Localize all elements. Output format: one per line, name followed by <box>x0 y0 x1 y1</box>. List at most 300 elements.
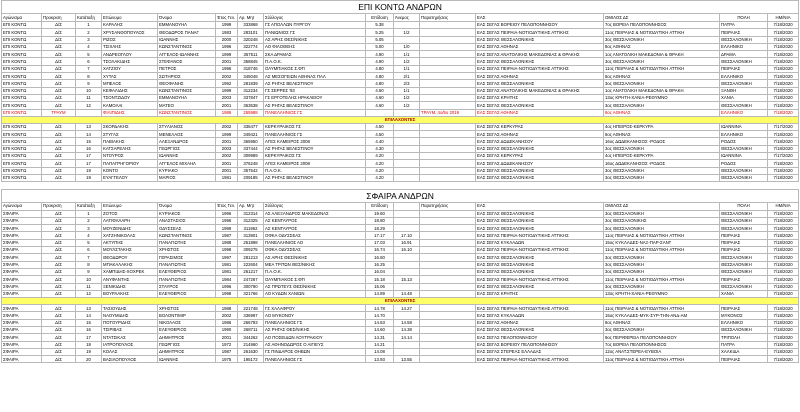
table-cell: ΑΝΔΡΕΟΓΛΟΥ <box>102 51 158 58</box>
table-row <box>2 167 799 174</box>
table-cell: 214960 <box>238 341 264 348</box>
table-cell <box>420 123 476 130</box>
table-cell: 5.38 <box>366 22 394 29</box>
table-cell: 2003 <box>216 94 238 101</box>
table-cell: ΤΑΣΙΟΥΔΗΣ <box>102 305 158 312</box>
table-cell: 1/2 <box>394 58 420 65</box>
table-cell: ΠΑΝΑΓΙΩΤΗΣ <box>158 261 216 268</box>
table-cell <box>420 232 476 239</box>
table-cell: ΤΣΙΡΙΒΑΣ <box>102 326 158 333</box>
table-cell: ΕΑΣ ΣΕΓΑΣ ΚΡΗΤΗΣ <box>476 290 604 297</box>
table-cell: ΕΑΣ ΣΕΓΑΣ ΚΕΡΚΥΡΑΣ <box>476 123 604 130</box>
table-cell: ΘΕΣΣΑΛΟΝΙΚΗ <box>720 225 768 232</box>
table-cell: ΕΠΙ ΚΟΝΤΩ <box>2 73 42 80</box>
table-cell: ΕΛΛΗΝΙΚΟ <box>720 109 768 116</box>
table-row <box>2 36 799 43</box>
table-cell: 1996 <box>216 210 238 217</box>
table-cell: 8ος ΑΘΗΝΑΣ <box>604 43 720 50</box>
table-cell: 7/18/2020 <box>768 276 799 283</box>
table-cell: ΠΑΠΑΓΡΗΓΟΡΙΟΥ <box>102 160 158 167</box>
table-row <box>2 268 799 275</box>
table-cell: 13.55 <box>394 356 420 363</box>
table-row <box>2 254 799 261</box>
table-cell: 15 <box>76 138 102 145</box>
table-cell: ΞΕΝΙΚΙΔΗΣ <box>102 283 158 290</box>
table-cell: 11ος ΠΕΙΡΑΙΑΣ & ΝΟΤΙΟΔΥΤΙΚΗ ΑΤΤΙΚΗ <box>604 247 720 254</box>
table-cell <box>420 268 476 275</box>
table-cell: 1999 <box>216 51 238 58</box>
table-cell: 7/18/2020 <box>768 356 799 363</box>
table-cell: 16.91 <box>394 239 420 246</box>
table-cell: 1ος ΑΝΑΤΟΛΙΚΗ ΜΑΚΕΔΟΝΙΑ & ΘΡΑΚΗ <box>604 87 720 94</box>
table-cell: 16.50 <box>366 254 394 261</box>
table-cell: 318746 <box>238 65 264 72</box>
table-cell: ΠΕΙΡΑΙΑΣ <box>720 65 768 72</box>
table-row <box>2 87 799 94</box>
table-cell <box>420 22 476 29</box>
table-cell: ΕΠΙ ΚΟΝΤΩ <box>2 43 42 50</box>
table-cell: ΡΙΖΟΣ <box>102 36 158 43</box>
table-cell: ΣΦΑΙΡΑ <box>2 312 42 319</box>
table-row <box>2 348 799 355</box>
table-cell: 281213 <box>238 254 264 261</box>
table-cell: 3 <box>76 225 102 232</box>
table-cell: ΕΑΣ ΣΕΓΑΣ ΠΕΙΡΑΙΑ-ΝΟΤΙΟΔΥΤΙΚΗΣ ΑΤΤΙΚΗΣ <box>476 65 604 72</box>
table-cell: ΕΑΣ ΣΕΓΑΣ ΚΕΡΚΥΡΑΣ <box>476 153 604 160</box>
table-cell: ΕΑΣ ΣΕΓΑΣ ΘΕΣΣΑΛΟΝΙΚΗΣ <box>476 36 604 43</box>
table-cell: ΧΑΝΙΑ <box>720 94 768 101</box>
table-cell: ΠΑΤΡΑ <box>720 341 768 348</box>
table-cell: ΚΕΡΚΥΡΑΙΚΟΣ ΓΣ <box>264 153 366 160</box>
table-cell: Δ/Σ <box>42 348 76 355</box>
table-cell: 14.27 <box>394 305 420 312</box>
table-cell: Δ/Σ <box>42 29 76 36</box>
table-cell: ΑΓΕΣ ΚΑΜΕΙΡΟΣ 2008 <box>264 138 366 145</box>
column-header: Παρατηρήσεις <box>420 202 476 210</box>
table-cell: 3ος ΘΕΣΣΑΛΟΝΙΚΗ <box>604 326 720 333</box>
table-cell: 2002 <box>216 123 238 130</box>
table-cell: 4.90 <box>366 51 394 58</box>
column-header: Όνομα <box>158 202 216 210</box>
table-cell: 309275 <box>238 247 264 254</box>
spacer <box>2 182 799 189</box>
column-header: ΗΜ/ΝΙΑ <box>768 202 799 210</box>
table-cell: ΑΚΤΥΠΗΣ <box>102 239 158 246</box>
table-cell <box>420 305 476 312</box>
table-cell: 1/0 <box>394 43 420 50</box>
table-cell <box>420 87 476 94</box>
table-cell: ΠΑΒΙΑΚΗΣ <box>102 138 158 145</box>
table-cell <box>420 94 476 101</box>
table-cell: 1ος ΑΝΑΤΟΛΙΚΗ ΜΑΚΕΔΟΝΙΑ & ΘΡΑΚΗ <box>604 51 720 58</box>
table-cell <box>394 22 420 29</box>
table-cell: ΕΑΣ ΣΕΓΑΣ ΑΘΗΝΑΣ <box>476 319 604 326</box>
table-cell: ΕΑΣ ΣΕΓΑΣ ΑΝΑΤΟΛΙΚΗΣ ΜΑΚΕΔΟΝΙΑΣ & ΘΡΑΚΗΣ <box>476 87 604 94</box>
column-header: Προκριση <box>42 14 76 22</box>
table-row <box>2 123 799 130</box>
table-cell: Δ/Σ <box>42 254 76 261</box>
table-cell: ΣΦΑΙΡΑ <box>2 261 42 268</box>
column-header: Σύλλογος <box>264 202 366 210</box>
table-cell: ΘΕΣΣΑΛΟΝΙΚΗ <box>720 254 768 261</box>
table-cell: ΕΑΣ ΣΕΓΑΣ ΒΟΡΕΙΟΥ ΠΕΛΟΠΟΝΝΗΣΟΥ <box>476 341 604 348</box>
table-cell: ΑΣ ΚΕΝΤΑΥΡΟΣ <box>264 225 366 232</box>
table-cell <box>394 123 420 130</box>
column-header: Αγώνισμα <box>2 202 42 210</box>
table-cell: 1/1 <box>394 87 420 94</box>
table-cell: 3ος ΘΕΣΣΑΛΟΝΙΚΗ <box>604 268 720 275</box>
table-row <box>2 276 799 283</box>
table-cell: 209185 <box>238 174 264 181</box>
table-cell: ΠΑΝΙΩΝΙΟΣ ΓΣ <box>264 29 366 36</box>
table-cell: ΑΝΥΦΑΝΤΗΣ <box>102 276 158 283</box>
table-cell: 7/18/2020 <box>768 290 799 297</box>
table-cell: 15.13 <box>394 276 420 283</box>
table-cell: 7/18/2020 <box>768 36 799 43</box>
table-cell: Δ/Σ <box>42 268 76 275</box>
table-cell <box>420 153 476 160</box>
table-cell: ΜΟΥΖΕΝΙΔΗΣ <box>102 225 158 232</box>
table-cell: 1981 <box>216 268 238 275</box>
table-cell: 14.21 <box>366 341 394 348</box>
table-cell: ΑΟ ΚΥΔΩΝ ΧΑΝΙΩΝ <box>264 290 366 297</box>
table-cell: 1/1 <box>394 51 420 58</box>
table-cell: Π.Α.Ο.Κ. <box>264 167 366 174</box>
table-cell: 4.20 <box>366 160 394 167</box>
table-cell: ΕΑΣ ΣΕΓΑΣ ΘΕΣΣΑΛΟΝΙΚΗΣ <box>476 58 604 65</box>
table-cell: 1992 <box>216 80 238 87</box>
table-cell: 7/18/2020 <box>768 283 799 290</box>
table-cell: Δ/Σ <box>42 145 76 152</box>
table-cell: 14.14 <box>394 334 420 341</box>
table-cell: ΕΠΙ ΚΟΝΤΩ <box>2 145 42 152</box>
column-header: ΗΜ/ΝΙΑ <box>768 14 799 22</box>
table-cell: ΜΕΑ ΤΡΙΤΩΝ ΘΕΣ/ΝΙΚΗΣ <box>264 261 366 268</box>
table-cell: 7/18/2020 <box>768 51 799 58</box>
table-cell <box>420 261 476 268</box>
table-cell: 7/18/2020 <box>768 43 799 50</box>
table-row <box>2 29 799 36</box>
table-cell <box>394 174 420 181</box>
table-cell: 300790 <box>238 283 264 290</box>
table-cell: 7/18/2020 <box>768 348 799 355</box>
table-cell: ΠΑΝΕΛΛΗΝΙΟΣ ΓΣ <box>264 319 366 326</box>
column-header: ΟΜΙΛΟΣ ΔΣ <box>604 202 720 210</box>
table-cell: 14.70 <box>366 312 394 319</box>
table-cell: Δ/Σ <box>42 174 76 181</box>
table-cell: 4.80 <box>366 73 394 80</box>
table-cell: Δ/Σ <box>42 36 76 43</box>
table-cell: 1990 <box>216 326 238 333</box>
table-cell: 7/18/2020 <box>768 334 799 341</box>
table-cell: ΣΚΟΡΔΑΚΗΣ <box>102 123 158 130</box>
table-cell: 261630 <box>238 348 264 355</box>
table-cell: 266793 <box>238 319 264 326</box>
table-cell: Δ/Σ <box>42 326 76 333</box>
table-cell: 5 <box>76 51 102 58</box>
table-cell: 337444 <box>238 145 264 152</box>
table-cell: ΕΠΙ ΚΟΝΤΩ <box>2 123 42 130</box>
table-cell: ΑΣ ΑΡΗΣ ΘΕΣ/ΝΙΚΗΣ <box>264 254 366 261</box>
table-cell: ΖΟΤΟΣ <box>102 210 158 217</box>
table-cell: ΕΠΙ ΚΟΝΤΩ <box>2 109 42 116</box>
table-cell <box>394 145 420 152</box>
shot-put-title-row <box>2 189 799 202</box>
table-cell: 4.40 <box>366 138 394 145</box>
table-cell: ΙΩΑΝΝΗΣ <box>158 36 216 43</box>
table-cell: 3ος ΘΕΣΣΑΛΟΝΙΚΗ <box>604 80 720 87</box>
table-cell: 16.74 <box>366 247 394 254</box>
table-cell: ΕΑΣ ΣΕΓΑΣ ΑΘΗΝΑΣ <box>476 131 604 138</box>
table-cell: ΜΥΚΟΝΟΣ <box>720 312 768 319</box>
column-header-row <box>2 14 799 22</box>
table-cell: ΕΑΣ ΣΕΓΑΣ ΔΩΔΕΚΑΝΗΣΟΥ <box>476 160 604 167</box>
table-cell: ΝΙΚΟΛΑΟΣ <box>158 319 216 326</box>
table-cell: 7/18/2020 <box>768 109 799 116</box>
table-cell: 2 <box>76 29 102 36</box>
table-cell: 13.93 <box>366 356 394 363</box>
table-cell: ΓΣ ΕΡΓΟΤΕΛΗΣ ΗΡΑΚΛΕΙΟΥ <box>264 94 366 101</box>
table-cell: 11ος ΠΕΙΡΑΙΑΣ & ΝΟΤΙΟΔΥΤΙΚΗ ΑΤΤΙΚΗ <box>604 232 720 239</box>
table-cell: 1987 <box>216 232 238 239</box>
table-cell: ΘΕΣΣΑΛΟΝΙΚΗ <box>720 174 768 181</box>
column-header: Σύλλογος <box>264 14 366 22</box>
table-cell: ΘΕΣΣΑΛΟΝΙΚΗ <box>720 261 768 268</box>
table-cell: ΑΣ ΜΕΣΟΓΕΙΩΝ ΑΘΗΝΑΣ ΠΑΛ <box>264 73 366 80</box>
table-cell: Δ/Σ <box>42 290 76 297</box>
table-cell: 268711 <box>238 326 264 333</box>
table-cell <box>420 160 476 167</box>
table-cell: Δ/Σ <box>42 51 76 58</box>
table-cell: 11ος ΠΕΙΡΑΙΑΣ & ΝΟΤΙΟΔΥΤΙΚΗ ΑΤΤΙΚΗ <box>604 65 720 72</box>
table-cell: ΣΦΑΙΡΑ <box>2 334 42 341</box>
table-cell: ΘΕΣΣΑΛΟΝΙΚΗ <box>720 80 768 87</box>
table-cell: ΞΑΝΘΗ <box>720 87 768 94</box>
table-cell: 9 <box>76 268 102 275</box>
table-cell: 14.31 <box>366 334 394 341</box>
table-cell: 7/18/2020 <box>768 210 799 217</box>
table-cell: ΚΟΝΤΟ <box>102 167 158 174</box>
table-cell: Δ/Σ <box>42 65 76 72</box>
table-cell: 251898 <box>238 239 264 246</box>
table-cell: Δ/Σ <box>42 73 76 80</box>
table-cell: ΘΕΣΣΑΛΟΝΙΚΗ <box>720 102 768 109</box>
table-cell <box>394 268 420 275</box>
column-header: ΟΜΙΛΟΣ ΔΣ <box>604 14 720 22</box>
table-cell: 8ος ΑΘΗΝΑΣ <box>604 319 720 326</box>
table-cell: ΙΑΤΡΟΠΟΥΛΟΣ <box>102 341 158 348</box>
table-cell: 7/18/2020 <box>768 131 799 138</box>
table-cell: ΚΟΛΑΣ <box>102 348 158 355</box>
table-row <box>2 160 799 167</box>
table-cell: 14.89 <box>366 290 394 297</box>
table-cell: 11ος ΠΕΙΡΑΙΑΣ & ΝΟΤΙΟΔΥΤΙΚΗ ΑΤΤΙΚΗ <box>604 29 720 36</box>
table-cell: ΦΙΛΙΠΙΔΗΣ <box>102 109 158 116</box>
table-cell: 7/18/2020 <box>768 217 799 224</box>
table-cell: 333868 <box>238 22 264 29</box>
table-cell: 4ος ΗΠΕΙΡΟΣ-ΚΕΡΚΥΡΑ <box>604 123 720 130</box>
table-cell <box>420 239 476 246</box>
table-cell: ΠΑΤΡΑ <box>720 22 768 29</box>
table-cell: 344262 <box>238 334 264 341</box>
table-cell: 1987 <box>216 348 238 355</box>
table-cell: 4.20 <box>366 174 394 181</box>
table-cell: ΕΛΛΗΝΙΚΟ <box>720 73 768 80</box>
column-header: Αγώνισμα <box>2 14 42 22</box>
column-header: ΕΑΣ <box>476 14 604 22</box>
table-cell: ΣΦΑΙΡΑ <box>2 232 42 239</box>
table-cell: 3ος ΘΕΣΣΑΛΟΝΙΚΗ <box>604 283 720 290</box>
table-cell <box>394 160 420 167</box>
table-cell: 1986 <box>216 109 238 116</box>
table-row <box>2 356 799 363</box>
table-cell <box>394 254 420 261</box>
table-cell: ΧΡΗΣΤΟΣ <box>158 247 216 254</box>
table-cell: 376248 <box>238 160 264 167</box>
table-cell: ΚΩΝΣΤΑΝΤΙΝΟΣ <box>158 109 216 116</box>
table-cell: 2001 <box>216 167 238 174</box>
table-row <box>2 174 799 181</box>
table-cell: 1/1 <box>394 65 420 72</box>
table-cell: 16ος ΔΩΔΕΚΑΝΗΣΟΣ -ΡΟΔΟΣ <box>604 160 720 167</box>
table-row <box>2 22 799 29</box>
table-cell: ΕΑΣ ΣΕΓΑΣ ΘΕΣΣΑΛΟΝΙΚΗΣ <box>476 254 604 261</box>
table-cell: ΚΕΦΑΛΙΔΗΣ <box>102 87 158 94</box>
table-cell: ΕΑΣ ΣΕΓΑΣ ΘΕΣΣΑΛΟΝΙΚΗΣ <box>476 326 604 333</box>
table-cell: ΠΕΤΡΟΣ <box>158 65 216 72</box>
table-cell: ΣΚΑ ΔΡΑΜΑΣ <box>264 51 366 58</box>
table-row <box>2 341 799 348</box>
table-cell: 5.05 <box>366 36 394 43</box>
table-cell <box>420 167 476 174</box>
table-cell: 14.08 <box>366 348 394 355</box>
table-row <box>2 80 799 87</box>
table-cell: ΚΑΤΣΑΡΕΛΗΣ <box>102 145 158 152</box>
table-row <box>2 225 799 232</box>
table-cell <box>394 217 420 224</box>
table-cell: 15.18 <box>366 276 394 283</box>
table-row <box>2 73 799 80</box>
table-cell <box>420 80 476 87</box>
table-cell: ΔΡΑΜΑ <box>720 51 768 58</box>
table-cell: 4.90 <box>366 58 394 65</box>
table-cell: Δ/Σ <box>42 247 76 254</box>
table-cell: 1997 <box>216 254 238 261</box>
table-cell: 1988 <box>216 305 238 312</box>
table-cell: 2001 <box>216 334 238 341</box>
table-cell: ΕΑΣ ΣΕΓΑΣ ΘΕΣΣΑΛΟΝΙΚΗΣ <box>476 80 604 87</box>
table-cell: 7/18/2020 <box>768 319 799 326</box>
table-cell: 195172 <box>238 356 264 363</box>
table-cell: ΜΑΤΕΟ <box>158 102 216 109</box>
table-cell: 1996 <box>216 217 238 224</box>
table-cell: 357542 <box>238 167 264 174</box>
table-cell: ΕΑΣ ΣΕΓΑΣ ΑΝΑΤΟΛΙΚΗΣ ΜΑΚΕΔΟΝΙΑΣ & ΘΡΑΚΗΣ <box>476 51 604 58</box>
table-cell: 4.30 <box>366 145 394 152</box>
section-gap <box>2 182 799 189</box>
table-row <box>2 65 799 72</box>
table-cell: 322774 <box>238 43 264 50</box>
table-cell: 17 <box>76 153 102 160</box>
table-cell: ΜΟΥΛΣΤΑΚΗΣ <box>102 247 158 254</box>
table-cell: ΕΛΕΥΘΕΡΙΟΣ <box>158 326 216 333</box>
table-cell: Δ/Σ <box>42 131 76 138</box>
table-cell: 4ος ΗΠΕΙΡΟΣ-ΚΕΡΚΥΡΑ <box>604 153 720 160</box>
table-cell: ΕΑΣ ΣΕΓΑΣ ΑΘΗΝΑΣ <box>476 73 604 80</box>
table-cell: ΕΜΜΑΝΟΥΗΛ <box>158 94 216 101</box>
table-cell: ΕΠΙ ΚΟΝΤΩ <box>2 29 42 36</box>
table-cell: ΧΡΗΣΤΟΣ <box>158 305 216 312</box>
table-cell: ΑΟ ΜΥΚΟΝΟΥ <box>264 312 366 319</box>
table-row <box>2 283 799 290</box>
alternates-separator <box>2 298 799 305</box>
table-cell: ΚΩΝΣΤΑΝΤΙΝΟΣ <box>158 232 216 239</box>
table-cell: ΑΣ ΡΗΓΑΣ ΒΕΛΕΣΤΙΝΟΥ <box>264 80 366 87</box>
table-cell: 363538 <box>238 102 264 109</box>
table-cell: ΒΑΣΙΛΟΠΟΥΛΟΣ <box>102 356 158 363</box>
table-cell <box>420 145 476 152</box>
table-cell: ΑΟ ΠΟΣΕΙΔΩΝ ΛΟΥΤΡΑΚΙΟΥ <box>264 334 366 341</box>
table-cell: 14.58 <box>394 319 420 326</box>
table-cell: 349421 <box>238 131 264 138</box>
table-cell: ΠΕΙΡΑΙΑΣ <box>720 356 768 363</box>
table-cell: ΕΠΙ ΚΟΝΤΩ <box>2 153 42 160</box>
column-header: Όνομα <box>158 14 216 22</box>
table-cell <box>420 290 476 297</box>
table-cell: 7/17/2020 <box>768 123 799 130</box>
table-cell: ΕΠΙ ΚΟΝΤΩ <box>2 160 42 167</box>
table-cell: ΜΕΝΕΛΑΟΣ <box>158 131 216 138</box>
table-cell: ΟΦΚΑ ΟΔΥΣΣΕΑΣ <box>264 247 366 254</box>
table-cell: ΕΑΣ ΣΕΓΑΣ ΚΥΚΛΑΔΩΝ <box>476 312 604 319</box>
table-cell: ΑΓΕΣ ΚΑΜΕΙΡΟΣ 2008 <box>264 160 366 167</box>
table-cell: ΣΦΑΙΡΑ <box>2 341 42 348</box>
table-cell: ΣΦΑΙΡΑ <box>2 290 42 297</box>
table-row <box>2 102 799 109</box>
table-cell <box>394 348 420 355</box>
table-cell: 7/18/2020 <box>768 102 799 109</box>
table-cell: ΕΠΙ ΚΟΝΤΩ <box>2 22 42 29</box>
table-cell: ΙΩΑΝΝΗΣ <box>158 356 216 363</box>
table-cell: 2002 <box>216 153 238 160</box>
table-row <box>2 58 799 65</box>
table-cell: ΕΑΣ ΣΕΓΑΣ ΘΕΣΣΑΛΟΝΙΚΗΣ <box>476 210 604 217</box>
table-cell: 11ος ΠΕΙΡΑΙΑΣ & ΝΟΤΙΟΔΥΤΙΚΗ ΑΤΤΙΚΗ <box>604 276 720 283</box>
table-cell: 261217 <box>238 268 264 275</box>
table-cell: ΕΠΙ ΚΟΝΤΩ <box>2 58 42 65</box>
table-cell: 365950 <box>238 138 264 145</box>
table-cell: 3ος ΘΕΣΣΑΛΟΝΙΚΗ <box>604 254 720 261</box>
table-cell: 357511 <box>238 51 264 58</box>
table-cell: ΣΦΑΙΡΑ <box>2 239 42 246</box>
table-cell: ΕΑΣ ΣΕΓΑΣ ΘΕΣΣΑΛΟΝΙΚΗΣ <box>476 145 604 152</box>
table-cell: ΠΕΙΡΑΙΑΣ <box>720 305 768 312</box>
table-cell: 19 <box>76 348 102 355</box>
table-cell: ΤΡΑΥΜ. 4ο/5ο 2019 <box>420 109 476 116</box>
table-cell: ΘΕΣΣΑΛΟΝΙΚΗ <box>720 58 768 65</box>
table-cell: Δ/Σ <box>42 167 76 174</box>
table-cell: ΑΓΓΕΛΟΣ-ΙΩΑΝΝΗΣ <box>158 51 216 58</box>
table-cell: 4.60 <box>366 87 394 94</box>
table-cell: Δ/Σ <box>42 58 76 65</box>
table-cell: ΠΕΙΡΑΙΑΣ <box>720 232 768 239</box>
table-cell: 3ος ΘΕΣΣΑΛΟΝΙΚΗ <box>604 58 720 65</box>
table-cell: 7/18/2020 <box>768 225 799 232</box>
table-cell: ΜΑΡΙΟΣ <box>158 174 216 181</box>
table-cell: ΚΩΝΣΤΑΝΤΙΝΟΣ <box>158 87 216 94</box>
table-cell: 7/18/2020 <box>768 326 799 333</box>
column-header-row <box>2 202 799 210</box>
